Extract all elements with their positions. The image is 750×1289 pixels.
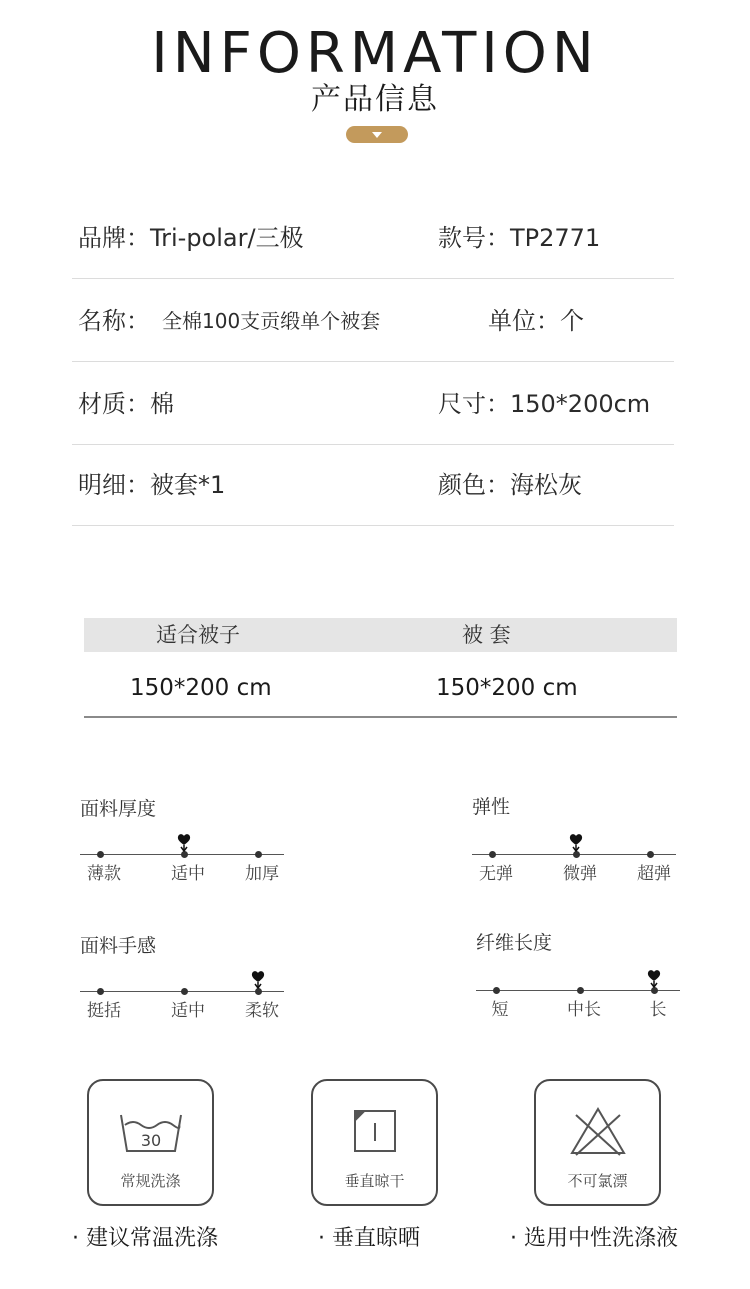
scale-dot: [97, 851, 104, 858]
scale-option: 柔软: [245, 1001, 279, 1021]
scale-label: 弹性: [472, 796, 511, 818]
care-wash-caption: 常规洗涤: [120, 1172, 181, 1190]
scale-option: 短: [491, 1000, 509, 1020]
no-bleach-icon: [536, 1081, 659, 1171]
hang-dry-icon: [313, 1081, 436, 1171]
scale-option: 挺括: [87, 1001, 121, 1021]
scale-option: 无弹: [479, 864, 513, 884]
size-col2-header: 被 套: [462, 623, 511, 647]
wash-temp-text: 30: [140, 1131, 162, 1150]
size-col1-header: 适合被子: [156, 623, 240, 647]
scale-dot: [489, 851, 496, 858]
scale-option: 长: [649, 1000, 667, 1020]
scale-dot: [651, 987, 658, 994]
scale-dot: [181, 988, 188, 995]
scale-option: 中长: [567, 1000, 601, 1020]
care-bleach-note: · 选用中性洗涤液: [510, 1226, 678, 1251]
size-col1-value: 150*200 cm: [130, 675, 272, 701]
scale-dot: [255, 988, 262, 995]
care-dry-box: [311, 1079, 438, 1206]
arrow-down-icon: [372, 132, 382, 138]
scale-option: 适中: [171, 864, 205, 884]
scale-dot: [577, 987, 584, 994]
size-col2-value: 150*200 cm: [436, 675, 578, 701]
scale-dot: [573, 851, 580, 858]
info-row-detail: [72, 444, 674, 526]
care-bleach-caption: 不可氯漂: [567, 1172, 628, 1190]
size-table-row: [84, 652, 677, 718]
model-text: 款号：TP2771: [438, 224, 601, 252]
care-wash-note: · 建议常温洗涤: [72, 1226, 218, 1251]
scale-feel: [80, 933, 290, 1033]
size-text: 尺寸：150*200cm: [438, 390, 651, 418]
scale-option: 薄款: [87, 864, 121, 884]
care-bleach-box: [534, 1079, 661, 1206]
scale-label: 纤维长度: [476, 932, 553, 954]
brand-text: 品牌：Tri-polar/三极: [78, 224, 304, 252]
scale-option: 超弹: [637, 864, 671, 884]
heart-icon: [568, 832, 584, 852]
name-value: 全棉100支贡缎单个被套: [162, 309, 381, 333]
scale-option: 适中: [171, 1001, 205, 1021]
scale-dot: [647, 851, 654, 858]
name-label: 名称：: [78, 307, 150, 335]
scale-dot: [255, 851, 262, 858]
scale-label: 面料厚度: [80, 798, 157, 820]
care-dry-note: · 垂直晾晒: [318, 1226, 420, 1251]
care-dry-caption: 垂直晾干: [344, 1172, 405, 1190]
info-row-material: [72, 363, 674, 445]
scale-dot: [181, 851, 188, 858]
scale-label: 面料手感: [80, 935, 157, 957]
info-row-brand: [72, 197, 674, 279]
unit-text: 单位：个: [488, 307, 584, 335]
detail-text: 明细：被套*1: [78, 471, 226, 499]
info-row-name: [72, 280, 674, 362]
scale-fiber: [476, 930, 686, 1030]
wash-30-icon: [89, 1081, 212, 1171]
heart-icon: [250, 969, 266, 989]
scale-option: 微弹: [563, 864, 597, 884]
page-title-cn: 产品信息: [311, 82, 439, 117]
page-title-en: INFORMATION: [151, 21, 599, 86]
scale-thickness: [80, 796, 290, 896]
color-text: 颜色：海松灰: [438, 471, 582, 499]
heart-icon: [646, 968, 662, 988]
material-text: 材质：棉: [78, 390, 174, 418]
scale-dot: [493, 987, 500, 994]
heart-icon: [176, 832, 192, 852]
title-divider-pill: [346, 126, 408, 143]
scale-option: 加厚: [245, 864, 279, 884]
size-table-header: [84, 618, 677, 652]
care-wash-box: [87, 1079, 214, 1206]
scale-elasticity: [472, 794, 682, 894]
scale-dot: [97, 988, 104, 995]
